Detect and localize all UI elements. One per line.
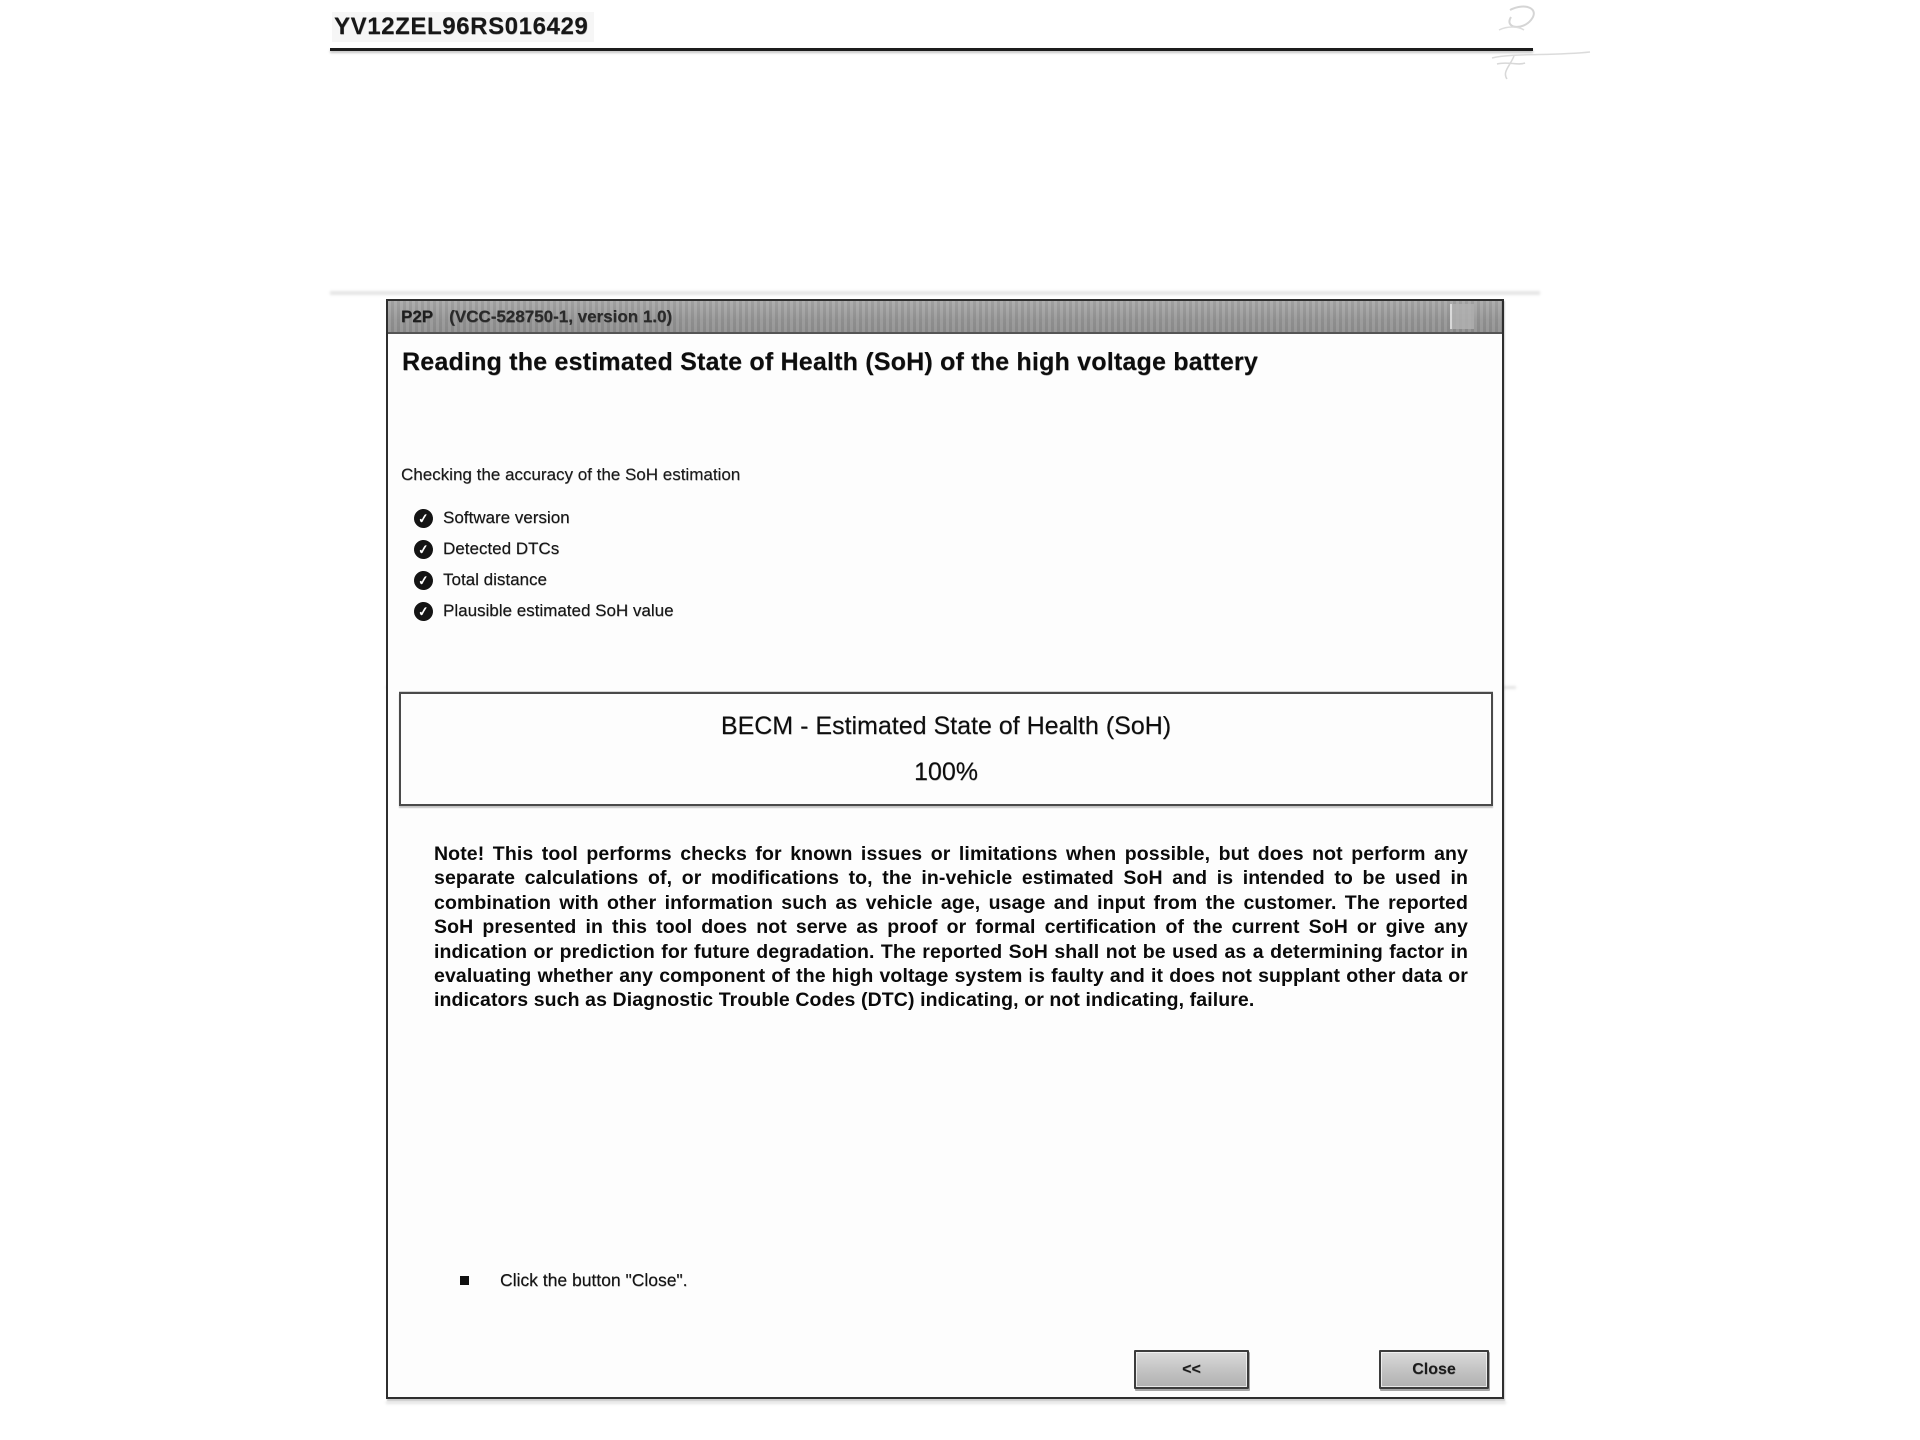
header-rule <box>330 48 1533 51</box>
check-passed-icon: ✓ <box>413 601 434 622</box>
dialog-titlebar <box>388 301 1502 334</box>
dialog-heading: Reading the estimated State of Health (SoH) of the high voltage battery <box>402 348 1258 376</box>
check-item-software-version <box>414 507 570 529</box>
check-item-label: Plausible estimated SoH value <box>443 601 674 620</box>
check-passed-icon: ✓ <box>413 539 434 560</box>
vin-number: YV12ZEL96RS016429 <box>332 12 594 42</box>
titlebar-version-info: (VCC-528750-1, version 1.0) <box>449 306 673 326</box>
titlebar-control-remnant <box>1450 304 1474 329</box>
check-item-detected-dtcs <box>414 538 559 560</box>
instruction-text: Click the button "Close". <box>500 1270 688 1290</box>
titlebar-app-name: P2P <box>401 306 434 326</box>
p2p-dialog-window <box>386 299 1504 1399</box>
check-passed-icon: ✓ <box>413 570 434 591</box>
instruction-row <box>460 1270 688 1291</box>
check-passed-icon: ✓ <box>413 508 434 529</box>
soh-result-value: 100% <box>914 758 978 786</box>
back-button[interactable]: << <box>1134 1350 1249 1389</box>
scan-artifact-scribble <box>1452 0 1602 87</box>
close-button[interactable]: Close <box>1379 1350 1489 1389</box>
check-item-label: Detected DTCs <box>443 539 560 558</box>
check-item-total-distance <box>414 569 547 591</box>
square-bullet-icon <box>460 1276 469 1285</box>
scan-band <box>386 1401 1506 1404</box>
soh-result-box <box>399 692 1493 806</box>
check-section-label: Checking the accuracy of the SoH estimation <box>401 465 741 484</box>
check-item-label: Total distance <box>443 570 547 589</box>
note-paragraph: Note! This tool performs checks for known issues or limitations when possible, but does not perform any separate calculations of, or modifications to, the in-vehicle estimated SoH and is intended to be used in combination with other information such as vehicle age, usage and input from the customer. The reported SoH presented in this tool does not serve as proof or formal certification of the current SoH or give any indication or prediction for future degradation. The reported SoH shall not be used as a determining factor in evaluating whether any component of the high voltage system is faulty and it does not supplant other data or indicators such as Diagnostic Trouble Codes (DTC) indicating, or not indicating, failure. <box>434 843 1468 1012</box>
scan-band <box>330 291 1540 295</box>
soh-result-title: BECM - Estimated State of Health (SoH) <box>720 712 1172 740</box>
check-item-label: Software version <box>443 508 570 527</box>
check-item-plausible-soh <box>414 600 674 622</box>
